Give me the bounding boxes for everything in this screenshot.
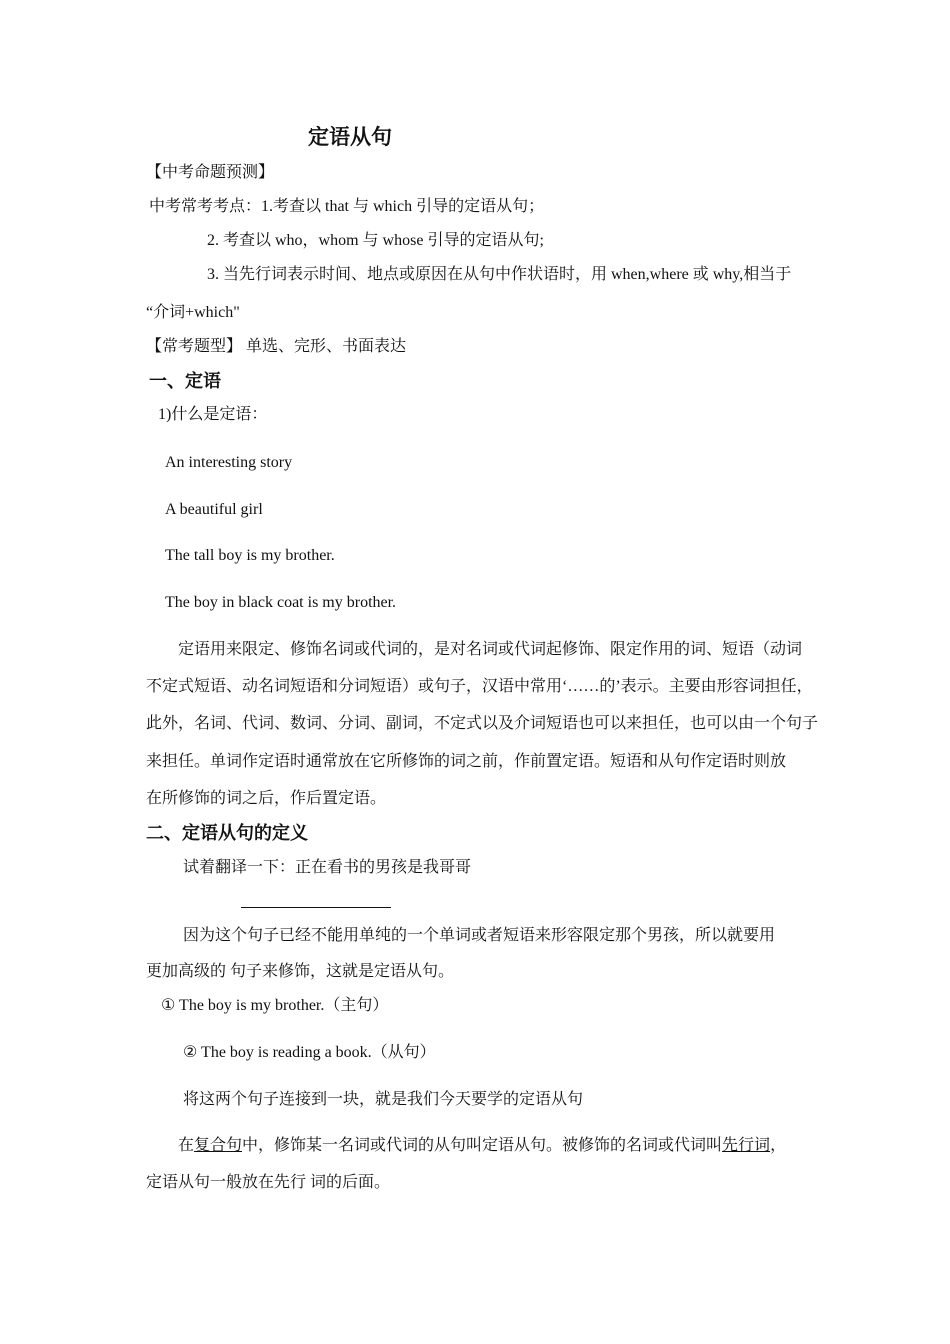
section-1-question: 1)什么是定语： [158,406,268,423]
sentence-sub-clause: ② The boy is reading a book.（从句） [183,1044,436,1061]
example-4: The boy in black coat is my brother. [165,594,397,611]
definition-para-line-5: 在所修饰的词之后，作后置定语。 [146,790,387,807]
definition-para-line-4: 来担任。单词作定语时通常放在它所修饰的词之前，作前置定语。短语和从句作定语时则放 [146,753,787,770]
sentence-main-clause: ① The boy is my brother.（主句） [161,997,389,1014]
page-title: 定语从句 [308,125,392,149]
section-2-heading: 二、定语从句的定义 [146,823,308,843]
term-complex-sentence: 复合句 [194,1137,243,1154]
section-1-heading: 一、定语 [149,371,221,391]
definition-para-line-3: 此外，名词、代词、数词、分词、副词，不定式以及介词短语也可以来担任，也可以由一个句子 [146,715,819,732]
answer-blank-line [241,907,391,908]
term-antecedent: 先行词 [722,1137,771,1154]
connect-sentence: 将这两个句子连接到一块，就是我们今天要学的定语从句 [183,1091,584,1108]
exam-point-3: 3. 当先行词表示时间、地点或原因在从句中作状语时，用 when,where 或 why,相当于 [207,266,792,283]
definition-para-line-1: 定语用来限定、修饰名词或代词的，是对名词或代词起修饰、限定作用的词、短语（动词 [178,641,803,658]
exam-point-2: 2. 考查以 who，whom 与 whose 引导的定语从句; [207,232,544,249]
definition-para-line-2: 不定式短语、动名词短语和分词短语）或句子，汉语中常用‘……的’表示。主要由形容词担任， [146,678,813,695]
def-text-e: ， [770,1137,787,1154]
def-text-c: 中，修饰某一名词或代词的从句叫定语从句。被修饰的名词或代词叫 [242,1137,723,1154]
exam-point-1: 中考常考考点：1.考查以 that 与 which 引导的定语从句； [149,198,545,215]
example-2: A beautiful girl [165,501,263,518]
question-types: 【常考题型】 单选、完形、书面表达 [146,338,407,355]
example-1: An interesting story [165,454,293,471]
clause-definition-line-1 [178,1136,786,1156]
def-text-a: 在 [178,1137,195,1154]
forecast-header: 【中考命题预测】 [146,164,275,181]
example-3: The tall boy is my brother. [165,547,335,564]
because-line-1: 因为这个句子已经不能用单纯的一个单词或者短语来形容限定那个男孩，所以就要用 [183,927,776,944]
clause-definition-line-2: 定语从句一般放在先行 词的后面。 [146,1174,391,1191]
exam-point-3-cont: “介词+which" [146,304,240,321]
because-line-2: 更加高级的 句子来修饰，这就是定语从句。 [146,963,455,980]
translation-task: 试着翻译一下：正在看书的男孩是我哥哥 [183,859,472,876]
